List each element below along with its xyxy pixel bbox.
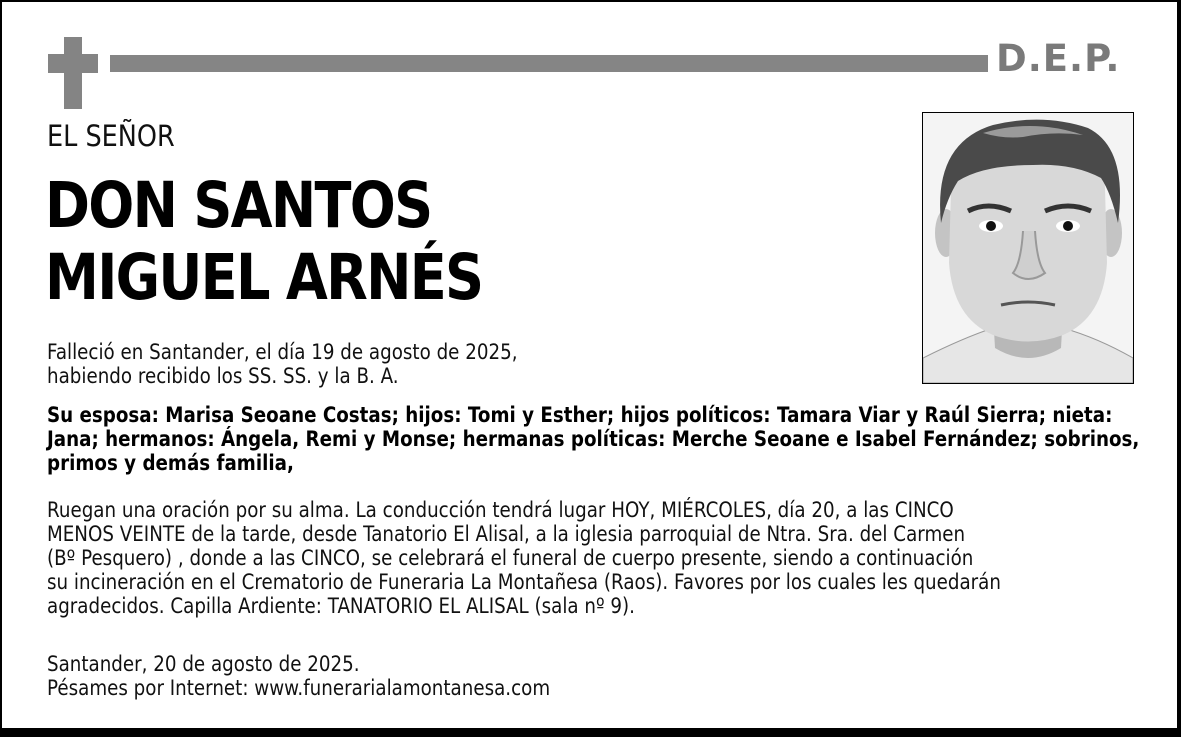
header-rule [110,55,988,72]
death-line: Falleció en Santander, el día 19 de agosto de 2025, [47,340,518,364]
name-line: MIGUEL ARNÉS [45,241,483,314]
portrait-icon [923,113,1133,383]
place-date: Santander, 20 de agosto de 2025. [47,652,360,676]
deceased-name [45,170,482,314]
death-statement [47,340,518,388]
ceremony-line: Ruegan una oración por su alma. La conducción tendrá lugar HOY, MIÉRCOLES, día 20, a las CINCO [47,498,954,522]
ceremony-line: agradecidos. Capilla Ardiente: TANATORIO EL ALISAL (sala nº 9). [47,594,635,618]
family-line: Jana; hermanos: Ángela, Remi y Monse; hermanas políticas: Merche Seoane e Isabel Fernández; sobrinos, [47,427,1140,451]
ceremony-line: (Bº Pesquero) , donde a las CINCO, se celebrará el funeral de cuerpo presente, siendo a continuación [47,546,974,570]
bottom-border [0,728,1181,737]
honorific: EL SEÑOR [47,119,175,153]
name-line: DON SANTOS [45,169,432,242]
ceremony-line: su incineración en el Crematorio de Funeraria La Montañesa (Raos). Favores por los cuales les quedarán [47,570,1001,594]
ceremony-details [47,498,1001,618]
death-line: habiendo recibido los SS. SS. y la B. A. [47,364,399,388]
dep-label: D.E.P. [996,37,1121,80]
condolences-website: Pésames por Internet: www.funerarialamontanesa.com [47,676,551,700]
cross-horizontal-bar [48,54,98,73]
portrait-photo [922,112,1134,384]
closing-block [47,652,550,700]
family-list [47,403,1139,475]
family-line: primos y demás familia, [47,451,294,475]
ceremony-line: MENOS VEINTE de la tarde, desde Tanatorio El Alisal, a la iglesia parroquial de Ntra. Sra. del Carmen [47,522,966,546]
family-line: Su esposa: Marisa Seoane Costas; hijos: Tomi y Esther; hijos políticos: Tamara Viar y Raúl Sierra; nieta: [47,403,1113,427]
cross-vertical-bar [64,37,82,109]
